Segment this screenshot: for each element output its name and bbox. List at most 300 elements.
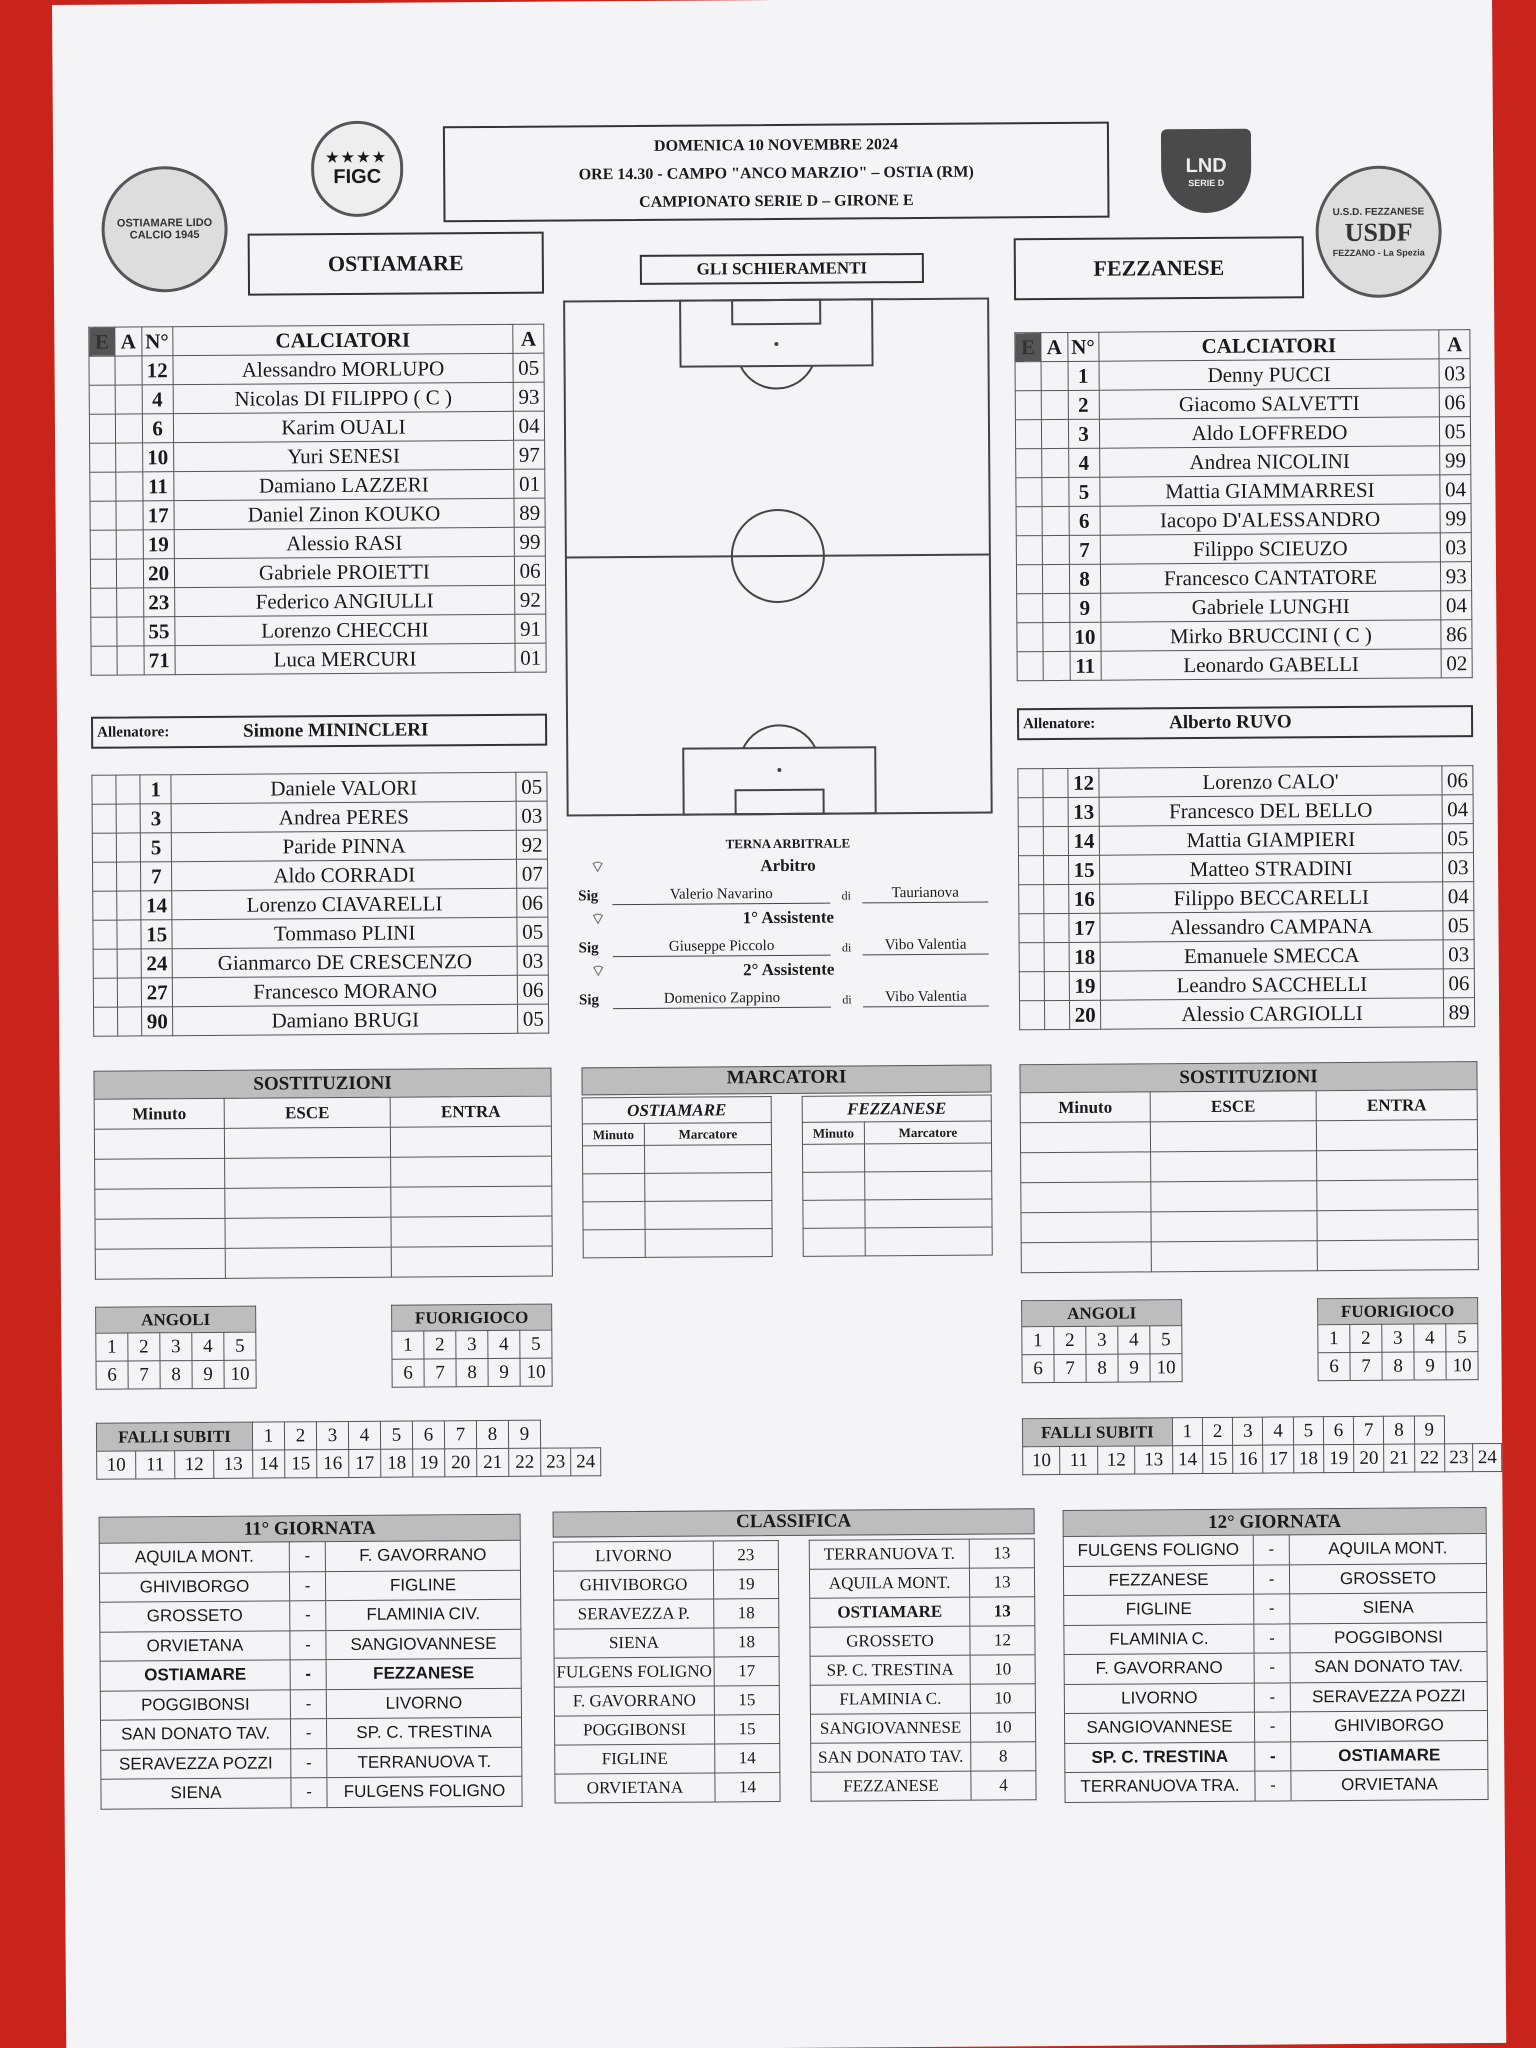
standing-row [810,1626,1035,1657]
count-box[interactable]: 15 [1203,1445,1233,1473]
check-a[interactable] [1044,855,1069,884]
count-box[interactable]: 8 [476,1420,508,1448]
entry-cell[interactable] [1317,1210,1478,1241]
count-box[interactable]: 3 [1382,1324,1414,1352]
check-e[interactable] [92,804,116,833]
check-e[interactable] [93,862,117,891]
entry-cell[interactable] [803,1228,865,1256]
entry-cell[interactable] [1151,1211,1317,1242]
check-e[interactable] [1017,594,1043,623]
count-box[interactable]: 4 [348,1421,380,1449]
entry-cell[interactable] [224,1127,390,1158]
count-box[interactable]: 16 [317,1449,349,1477]
fixture-row [1065,1740,1488,1772]
referee-city: Vibo Valentia [863,937,989,956]
count-box[interactable]: 13 [214,1450,253,1478]
count-box[interactable]: 10 [1150,1354,1182,1382]
away-club: SANGIOVANNESE [326,1629,521,1660]
player-number: 71 [144,646,175,675]
check-e[interactable] [1016,449,1042,478]
entry-cell[interactable] [225,1187,391,1218]
check-e[interactable] [1015,420,1041,449]
count-box[interactable]: 10 [1446,1352,1478,1380]
player-number: 27 [142,978,173,1007]
count-box[interactable]: 8 [1382,1352,1414,1380]
entry-cell[interactable] [583,1229,645,1257]
count-box[interactable]: 19 [413,1449,445,1477]
player-name: Matteo STRADINI [1099,853,1442,884]
check-e[interactable] [89,414,115,443]
player-name: Iacopo D'ALESSANDRO [1100,504,1441,535]
club-name: FLAMINIA C. [810,1684,970,1714]
entry-cell[interactable] [94,1128,224,1159]
count-box[interactable]: 23 [541,1448,571,1476]
count-box[interactable]: 10 [97,1451,136,1479]
count-box[interactable]: 4 [1263,1417,1293,1445]
club-name: OSTIAMARE [810,1597,970,1627]
count-box[interactable]: 4 [192,1332,224,1360]
entry-cell[interactable] [390,1126,551,1157]
count-box[interactable]: 7 [1350,1352,1382,1380]
check-e[interactable] [1015,391,1041,420]
count-box[interactable]: 6 [1022,1355,1054,1383]
count-box[interactable]: 10 [1023,1447,1061,1475]
count-box[interactable]: 9 [192,1360,224,1388]
player-name: Emanuele SMECCA [1100,940,1443,971]
count-box[interactable]: 3 [1233,1417,1263,1445]
check-a[interactable] [115,385,142,414]
whistle-icon: ⌔ [590,963,606,981]
fixture-row [1063,1534,1486,1566]
player-number: 4 [142,385,173,414]
count-box[interactable]: 3 [160,1333,192,1361]
check-a[interactable] [116,501,143,530]
entry-cell[interactable] [391,1216,552,1247]
count-box[interactable]: 5 [1293,1417,1323,1445]
player-name: Alessio RASI [174,527,515,558]
count-box[interactable]: 2 [1350,1324,1382,1352]
club-name: GROSSETO [810,1626,970,1656]
count-box[interactable]: 10 [520,1358,552,1386]
di-label: di [841,888,851,903]
entry-cell[interactable] [1150,1121,1316,1152]
check-a[interactable] [117,646,144,675]
entry-cell[interactable] [95,1218,225,1249]
check-e[interactable] [93,920,117,949]
player-row [1019,911,1474,943]
entry-cell[interactable] [1021,1182,1151,1213]
player-number: 9 [1069,593,1100,622]
count-box[interactable]: 24 [1473,1443,1502,1471]
check-e[interactable] [1019,914,1044,943]
entry-cell[interactable] [803,1172,865,1200]
count-box[interactable]: 8 [456,1359,488,1387]
check-a[interactable] [1043,826,1068,855]
count-box[interactable]: 12 [1097,1446,1135,1474]
count-box[interactable]: 4 [1118,1326,1150,1354]
home-angoli [95,1306,257,1390]
count-box[interactable]: 1 [1318,1324,1350,1352]
player-number: 4 [1068,448,1099,477]
entry-cell[interactable] [864,1143,991,1172]
count-box[interactable]: 1 [96,1333,128,1361]
player-name: Denny PUCCI [1099,359,1440,390]
home-club: ORVIETANA [100,1630,290,1661]
check-a[interactable] [115,356,142,385]
count-box[interactable]: 5 [224,1332,256,1360]
count-box[interactable]: 8 [1086,1354,1118,1382]
check-a[interactable] [117,891,141,920]
home-club: FEZZANESE [1063,1565,1253,1596]
player-year: 06 [518,975,549,1004]
entry-cell[interactable] [391,1186,552,1217]
check-e[interactable] [1015,362,1041,391]
player-name: Filippo BECCARELLI [1100,882,1443,913]
count-box[interactable]: 9 [1414,1352,1446,1380]
count-box[interactable]: 22 [509,1448,541,1476]
count-box[interactable]: 19 [1324,1444,1354,1472]
check-a[interactable] [117,833,141,862]
stars-icon: ★★★★ [325,148,389,166]
count-box[interactable]: 1 [392,1331,424,1359]
standing-row [810,1597,1035,1628]
check-a[interactable] [1042,477,1069,506]
empty-row [802,1143,991,1172]
check-a[interactable] [1043,593,1070,622]
count-box[interactable]: 6 [392,1359,424,1387]
entry-cell[interactable] [583,1173,645,1201]
count-box[interactable]: 1 [1172,1418,1202,1446]
count-box[interactable]: 9 [488,1358,520,1386]
check-e[interactable] [1019,972,1044,1001]
player-year: 04 [514,411,545,440]
entry-cell[interactable] [865,1227,992,1256]
entry-cell[interactable] [1021,1242,1151,1273]
count-box[interactable]: 24 [571,1448,601,1476]
check-a[interactable] [1041,390,1068,419]
count-box[interactable]: 10 [224,1360,256,1388]
count-box[interactable]: 2 [424,1331,456,1359]
check-e[interactable] [1018,827,1043,856]
check-a[interactable] [1044,913,1069,942]
entry-cell[interactable] [1021,1152,1151,1183]
count-box[interactable]: 8 [1384,1416,1414,1444]
player-year: 03 [516,801,547,830]
player-row [1019,940,1474,972]
count-box[interactable]: 7 [1354,1416,1384,1444]
check-a[interactable] [1044,884,1069,913]
entry-cell[interactable] [95,1188,225,1219]
count-box[interactable]: 12 [175,1450,214,1478]
check-e[interactable] [91,617,117,646]
count-box[interactable]: 2 [284,1422,316,1450]
check-a[interactable] [117,588,144,617]
check-a[interactable] [116,804,140,833]
empty-row [95,1216,552,1249]
entry-cell[interactable] [582,1145,644,1173]
check-a[interactable] [116,472,143,501]
count-box[interactable]: 1 [1022,1327,1054,1355]
home-club: FIGLINE [1064,1594,1254,1625]
empty-row [803,1227,992,1256]
count-box[interactable]: 9 [1414,1416,1444,1444]
check-e[interactable] [1019,1001,1044,1030]
check-a[interactable] [116,414,143,443]
check-e[interactable] [89,356,115,385]
count-box[interactable]: 23 [1444,1444,1473,1472]
check-a[interactable] [118,1007,142,1036]
entry-cell[interactable] [1151,1151,1317,1182]
fixture-dash: - [1254,1712,1290,1742]
check-a[interactable] [1045,1000,1070,1029]
entry-cell[interactable] [391,1246,552,1277]
club-name: F. GAVORRANO [554,1686,714,1716]
count-box[interactable]: 4 [488,1330,520,1358]
count-box[interactable]: 1 [252,1422,284,1450]
check-e[interactable] [90,443,116,472]
standing-row [553,1569,778,1600]
check-e[interactable] [94,1007,118,1036]
check-a[interactable] [117,949,141,978]
fixture-row [1064,1681,1487,1713]
player-year: 01 [515,643,546,672]
home-fuorigioco-grid [391,1304,553,1388]
check-a[interactable] [1043,564,1070,593]
check-a[interactable] [1042,448,1069,477]
player-name: Andrea NICOLINI [1099,446,1440,477]
count-box[interactable]: 16 [1233,1445,1263,1473]
entry-cell[interactable] [1316,1120,1477,1151]
count-box[interactable]: 13 [1135,1446,1173,1474]
count-box[interactable]: 11 [136,1451,175,1479]
count-box[interactable]: 2 [1054,1326,1086,1354]
player-row [93,859,548,891]
check-a[interactable] [1042,535,1069,564]
check-e[interactable] [93,891,117,920]
entry-cell[interactable] [225,1217,391,1248]
check-e[interactable] [1017,652,1043,681]
check-a[interactable] [116,530,143,559]
entry-cell[interactable] [644,1145,771,1174]
entry-cell[interactable] [803,1200,865,1228]
check-e[interactable] [93,978,117,1007]
player-year: 04 [1443,882,1474,911]
check-a[interactable] [117,559,144,588]
check-a[interactable] [1042,506,1069,535]
player-row [94,1004,549,1036]
classifica-right [809,1538,1037,1802]
check-e[interactable] [91,588,117,617]
entry-cell[interactable] [1317,1180,1478,1211]
player-row [1018,853,1473,885]
entry-cell[interactable] [1151,1181,1317,1212]
count-box[interactable]: 2 [1202,1417,1232,1445]
check-e[interactable] [1019,943,1044,972]
player-name: Daniel Zinon KOUKO [174,498,515,529]
check-a[interactable] [1043,768,1068,797]
check-a[interactable] [1044,971,1069,1000]
entry-cell[interactable] [391,1156,552,1187]
player-name: Yuri SENESI [173,440,514,471]
entry-cell[interactable] [645,1201,772,1230]
check-e[interactable] [1018,856,1043,885]
player-name: Nicolas DI FILIPPO ( C ) [173,382,514,413]
check-a[interactable] [118,978,142,1007]
count-box[interactable]: 7 [444,1421,476,1449]
count-box[interactable]: 9 [508,1420,540,1448]
entry-cell[interactable] [802,1144,864,1172]
player-number: 18 [1069,942,1100,971]
check-e[interactable] [90,530,116,559]
check-a[interactable] [116,775,140,804]
entry-cell[interactable] [865,1171,992,1200]
coach-label: Allenatore: [97,723,170,741]
count-box[interactable]: 6 [412,1421,444,1449]
count-box[interactable]: 18 [381,1449,413,1477]
check-e[interactable] [1017,623,1043,652]
check-e[interactable] [93,949,117,978]
standing-row [555,1743,780,1774]
check-e[interactable] [90,559,116,588]
count-box[interactable]: 21 [477,1448,509,1476]
fixture-row [1064,1622,1487,1654]
sig-label: Sig [578,940,599,957]
entry-cell[interactable] [583,1201,645,1229]
entry-cell[interactable] [1317,1240,1478,1271]
count-box[interactable]: 20 [445,1449,477,1477]
fixture-row [1064,1593,1487,1625]
check-e[interactable] [90,501,116,530]
count-box[interactable]: 17 [1263,1445,1293,1473]
count-box[interactable]: 5 [380,1421,412,1449]
count-box[interactable]: 3 [316,1421,348,1449]
check-a[interactable] [1042,419,1069,448]
entry-cell[interactable] [1151,1241,1317,1272]
count-box[interactable]: 5 [1446,1324,1478,1352]
entry-cell[interactable] [865,1199,992,1228]
count-box[interactable]: 7 [424,1359,456,1387]
col-anno: A [513,324,544,353]
count-box[interactable]: 22 [1414,1444,1444,1472]
empty-row [1020,1120,1477,1153]
home-club: GHIVIBORGO [99,1571,289,1602]
away-club: F. GAVORRANO [325,1540,520,1571]
entry-cell[interactable] [225,1157,391,1188]
player-name: Lorenzo CIAVARELLI [172,888,518,919]
entry-cell[interactable] [95,1248,225,1279]
away-team-name: FEZZANESE [1014,236,1304,300]
entry-cell[interactable] [1317,1150,1478,1181]
check-e[interactable] [91,646,117,675]
count-box[interactable]: 2 [128,1333,160,1361]
check-a[interactable] [1043,622,1070,651]
player-number: 24 [142,949,173,978]
count-box[interactable]: 11 [1060,1446,1098,1474]
player-name: Lorenzo CALO' [1099,766,1442,797]
player-row [93,946,548,978]
check-a[interactable] [117,920,141,949]
check-a[interactable] [1044,942,1069,971]
count-box[interactable]: 7 [1054,1354,1086,1382]
count-box[interactable]: 8 [160,1361,192,1389]
standing-row [810,1713,1035,1744]
count-box[interactable]: 14 [253,1450,285,1478]
count-box[interactable]: 18 [1293,1445,1323,1473]
player-number: 12 [142,356,173,385]
fezzanese-mark: USDF [1344,217,1413,247]
count-box[interactable]: 7 [128,1361,160,1389]
fezzanese-ring-text: U.S.D. FEZZANESE [1332,205,1425,218]
player-number: 17 [143,501,174,530]
entry-cell[interactable] [1021,1212,1151,1243]
check-a[interactable] [1043,651,1070,680]
count-box[interactable]: 14 [1172,1446,1202,1474]
marcatori-title: MARCATORI [581,1064,991,1095]
count-box[interactable]: 6 [1323,1416,1353,1444]
count-box[interactable]: 6 [96,1361,128,1389]
count-box[interactable]: 20 [1354,1444,1384,1472]
check-e[interactable] [92,833,116,862]
check-a[interactable] [1043,797,1068,826]
check-a[interactable] [117,617,144,646]
check-e[interactable] [1016,536,1042,565]
check-e[interactable] [1016,478,1042,507]
player-name: Alessio CARGIOLLI [1100,998,1443,1029]
count-box[interactable]: 5 [1150,1326,1182,1354]
check-e[interactable] [1018,769,1043,798]
entry-cell[interactable] [645,1173,772,1202]
player-year: 03 [1439,359,1470,388]
player-number: 14 [141,891,172,920]
check-e[interactable] [1016,565,1042,594]
count-box[interactable]: 3 [456,1331,488,1359]
count-box[interactable]: 4 [1414,1324,1446,1352]
count-box[interactable]: 15 [285,1450,317,1478]
entry-cell[interactable] [225,1247,391,1278]
player-row [90,556,545,588]
check-e[interactable] [92,775,116,804]
player-number: 8 [1069,564,1100,593]
check-a[interactable] [117,862,141,891]
count-box[interactable]: 9 [1118,1354,1150,1382]
entry-cell[interactable] [645,1229,772,1258]
check-e[interactable] [89,385,115,414]
away-club: SP. C. TRESTINA [326,1717,521,1748]
check-e[interactable] [90,472,116,501]
col-minuto: Minuto [802,1122,864,1144]
count-box[interactable]: 21 [1384,1444,1414,1472]
entry-cell[interactable] [1020,1122,1150,1153]
home-angoli-grid [95,1306,257,1390]
count-box[interactable]: 5 [520,1330,552,1358]
check-e[interactable] [1016,507,1042,536]
count-box[interactable]: 6 [1318,1352,1350,1380]
entry-cell[interactable] [95,1158,225,1189]
check-e[interactable] [1018,798,1043,827]
player-row [91,643,546,675]
club-name: AQUILA MONT. [809,1568,969,1598]
check-e[interactable] [1019,885,1044,914]
count-box[interactable]: 3 [1086,1326,1118,1354]
check-a[interactable] [116,443,143,472]
check-a[interactable] [1041,361,1068,390]
player-year: 89 [1444,998,1475,1027]
player-number: 11 [142,472,173,501]
player-name: Francesco CANTATORE [1100,562,1441,593]
count-box[interactable]: 17 [349,1449,381,1477]
standing-row [811,1771,1036,1802]
fixture-dash: - [290,1601,326,1631]
